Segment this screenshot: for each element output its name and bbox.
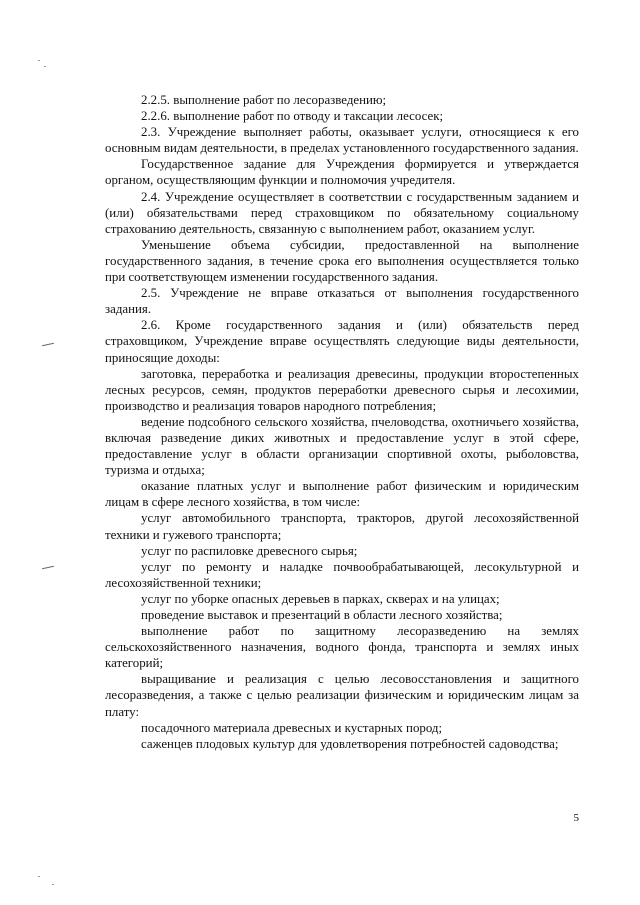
paragraph: ведение подсобного сельского хозяйства, пчеловодства, охотничьего хозяйства, включая разведение диких животных и предоставление услуг в этой сфере, предоставление услуг в области организации спортивной охоты, рыболовства, туризма и отдыха; <box>105 414 579 478</box>
scan-dot <box>38 60 40 61</box>
paragraph: выращивание и реализация с целью лесовосстановления и защитного лесоразведения, а также с целью реализации физическим и юридическим лицам за плату: <box>105 672 579 719</box>
paragraph: 2.3. Учреждение выполняет работы, оказывает услуги, относящиеся к его основным видам деятельности, в пределах установленного государственного задания. <box>105 125 579 156</box>
scan-mark <box>42 566 54 569</box>
paragraph: Уменьшение объема субсидии, предоставленной на выполнение государственного задания, в течение срока его выполнения осуществляется только при соответствующем изменении государственного задания. <box>105 237 579 285</box>
paragraph: 2.2.6. выполнение работ по отводу и таксации лесосек; <box>141 109 444 124</box>
paragraph: услуг по ремонту и наладке почвообрабатывающей, лесокультурной и лесохозяйственной техники; <box>105 559 579 590</box>
paragraph: оказание платных услуг и выполнение работ физическим и юридическим лицам в сфере лесного хозяйства, в том числе: <box>105 479 579 510</box>
paragraph: 2.4. Учреждение осуществляет в соответствии с государственным заданием и (или) обязательствами перед страховщиком по обязательному социальному страхованию деятельность, связанную с выполнением работ, оказанием услуг. <box>105 189 579 236</box>
scan-mark <box>42 343 54 346</box>
paragraph: 2.5. Учреждение не вправе отказаться от выполнения государственного задания. <box>105 286 579 317</box>
paragraph: услуг по распиловке древесного сырья; <box>141 543 358 558</box>
paragraph: 2.2.5. выполнение работ по лесоразведению; <box>141 93 387 107</box>
scan-dot <box>44 66 46 67</box>
paragraph: проведение выставок и презентаций в области лесного хозяйства; <box>141 608 503 622</box>
scan-dot <box>38 876 40 877</box>
paragraph: услуг автомобильного транспорта, тракторов, другой лесохозяйственной техники и гужевого транспорта; <box>105 511 579 542</box>
paragraph: саженцев плодовых культур для удовлетворения потребностей садоводства; <box>141 736 559 751</box>
paragraph: посадочного материала древесных и кустарных пород; <box>141 720 443 735</box>
paragraph: услуг по уборке опасных деревьев в парках, скверах и на улицах; <box>141 591 500 606</box>
paragraph: заготовка, переработка и реализация древесины, продукции второстепенных лесных ресурсов, семян, продуктов переработки древесного сырья и лесохимии, производство и реализация товаров народного потребления; <box>105 366 579 413</box>
scan-dot <box>52 884 54 885</box>
paragraph: выполнение работ по защитному лесоразведению на землях сельскохозяйственного назначения, водного фонда, транспорта и землях иных категорий; <box>105 624 579 671</box>
paragraph: Государственное задание для Учреждения формируется и утверждается органом, осуществляющим функции и полномочия учредителя. <box>105 157 579 188</box>
paragraph: 2.6. Кроме государственного задания и (или) обязательств перед страховщиком, Учреждение вправе осуществлять следующие виды деятельности, приносящие доходы: <box>105 318 579 365</box>
document-body <box>105 92 579 752</box>
page-number: 5 <box>573 812 579 824</box>
